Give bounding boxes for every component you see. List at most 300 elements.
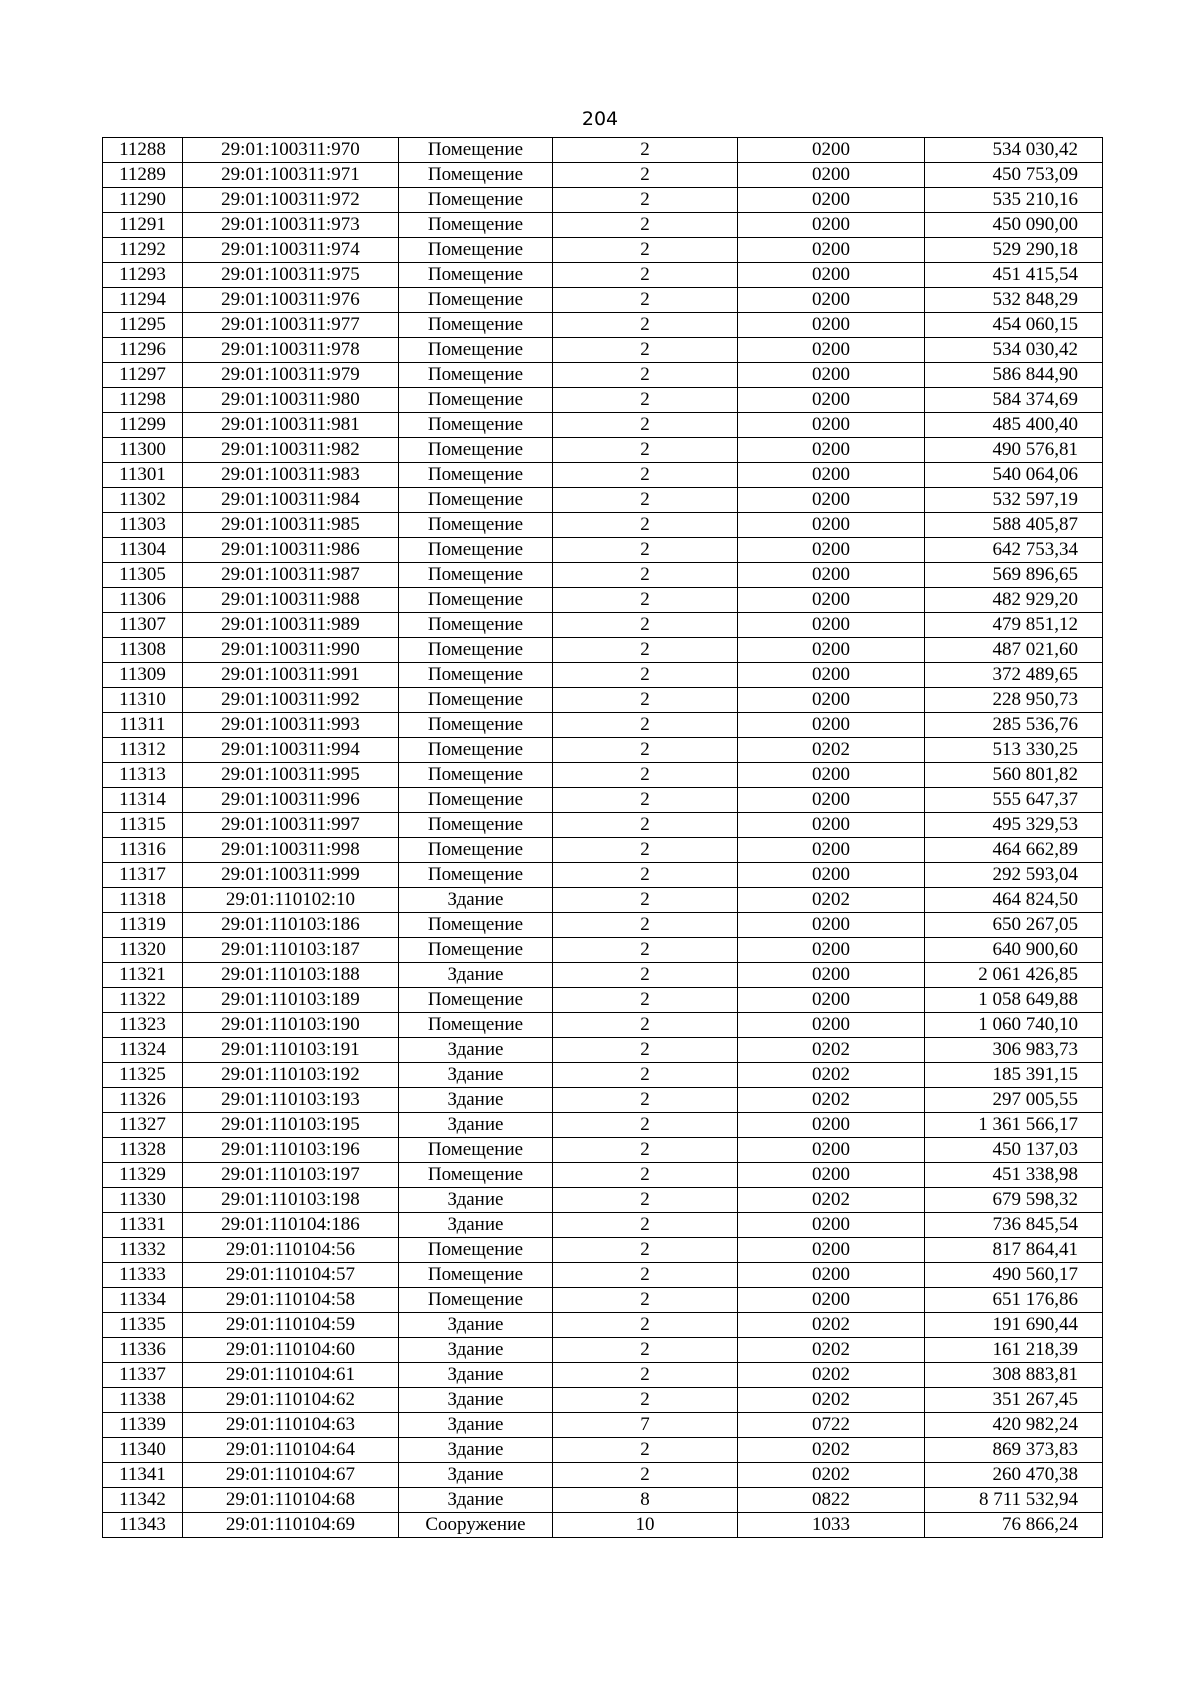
row-number-cell: 11298 — [103, 388, 183, 413]
row-number-cell: 11329 — [103, 1163, 183, 1188]
row-number-cell: 11325 — [103, 1063, 183, 1088]
object-type-cell: Помещение — [399, 513, 553, 538]
group-code-cell: 2 — [553, 1088, 738, 1113]
cadastral-number-cell: 29:01:110104:57 — [183, 1263, 399, 1288]
object-type-cell: Помещение — [399, 763, 553, 788]
cadastral-value-cell: 529 290,18 — [925, 238, 1103, 263]
cadastral-number-cell: 29:01:100311:971 — [183, 163, 399, 188]
subgroup-code-cell: 0200 — [738, 263, 925, 288]
cadastral-number-cell: 29:01:110103:191 — [183, 1038, 399, 1063]
row-number-cell: 11324 — [103, 1038, 183, 1063]
cadastral-value-cell: 532 597,19 — [925, 488, 1103, 513]
cadastral-value-cell: 584 374,69 — [925, 388, 1103, 413]
cadastral-number-cell: 29:01:110103:187 — [183, 938, 399, 963]
cadastral-value-cell: 8 711 532,94 — [925, 1488, 1103, 1513]
object-type-cell: Помещение — [399, 338, 553, 363]
cadastral-number-cell: 29:01:110103:190 — [183, 1013, 399, 1038]
table-row — [103, 1138, 1103, 1163]
row-number-cell: 11335 — [103, 1313, 183, 1338]
cadastral-number-cell: 29:01:100311:970 — [183, 138, 399, 163]
cadastral-number-cell: 29:01:100311:976 — [183, 288, 399, 313]
row-number-cell: 11307 — [103, 613, 183, 638]
cadastral-value-cell: 490 576,81 — [925, 438, 1103, 463]
row-number-cell: 11323 — [103, 1013, 183, 1038]
group-code-cell: 2 — [553, 363, 738, 388]
subgroup-code-cell: 0200 — [738, 588, 925, 613]
cadastral-value-cell: 228 950,73 — [925, 688, 1103, 713]
object-type-cell: Помещение — [399, 1288, 553, 1313]
cadastral-number-cell: 29:01:100311:974 — [183, 238, 399, 263]
cadastral-value-cell: 1 361 566,17 — [925, 1113, 1103, 1138]
table-row — [103, 1463, 1103, 1488]
cadastral-value-cell: 1 060 740,10 — [925, 1013, 1103, 1038]
cadastral-value-cell: 454 060,15 — [925, 313, 1103, 338]
cadastral-value-cell: 464 824,50 — [925, 888, 1103, 913]
group-code-cell: 2 — [553, 638, 738, 663]
table-row — [103, 1013, 1103, 1038]
table-row — [103, 1363, 1103, 1388]
cadastral-value-cell: 490 560,17 — [925, 1263, 1103, 1288]
object-type-cell: Помещение — [399, 488, 553, 513]
row-number-cell: 11313 — [103, 763, 183, 788]
group-code-cell: 2 — [553, 863, 738, 888]
group-code-cell: 2 — [553, 188, 738, 213]
table-row — [103, 413, 1103, 438]
subgroup-code-cell: 0200 — [738, 638, 925, 663]
group-code-cell: 2 — [553, 1288, 738, 1313]
cadastral-number-cell: 29:01:100311:988 — [183, 588, 399, 613]
group-code-cell: 2 — [553, 763, 738, 788]
table-row — [103, 1313, 1103, 1338]
subgroup-code-cell: 0200 — [738, 1013, 925, 1038]
row-number-cell: 11294 — [103, 288, 183, 313]
cadastral-value-cell: 555 647,37 — [925, 788, 1103, 813]
cadastral-value-cell: 513 330,25 — [925, 738, 1103, 763]
cadastral-number-cell: 29:01:100311:980 — [183, 388, 399, 413]
cadastral-value-cell: 76 866,24 — [925, 1513, 1103, 1538]
table-row — [103, 388, 1103, 413]
group-code-cell: 2 — [553, 588, 738, 613]
row-number-cell: 11291 — [103, 213, 183, 238]
cadastral-number-cell: 29:01:100311:983 — [183, 463, 399, 488]
group-code-cell: 2 — [553, 388, 738, 413]
row-number-cell: 11293 — [103, 263, 183, 288]
table-row — [103, 488, 1103, 513]
subgroup-code-cell: 0200 — [738, 863, 925, 888]
subgroup-code-cell: 0200 — [738, 213, 925, 238]
subgroup-code-cell: 0200 — [738, 1113, 925, 1138]
row-number-cell: 11318 — [103, 888, 183, 913]
cadastral-value-cell: 351 267,45 — [925, 1388, 1103, 1413]
group-code-cell: 2 — [553, 413, 738, 438]
subgroup-code-cell: 0200 — [738, 513, 925, 538]
table-row — [103, 738, 1103, 763]
cadastral-value-cell: 451 415,54 — [925, 263, 1103, 288]
cadastral-number-cell: 29:01:100311:979 — [183, 363, 399, 388]
object-type-cell: Помещение — [399, 138, 553, 163]
subgroup-code-cell: 0200 — [738, 963, 925, 988]
cadastral-value-cell: 679 598,32 — [925, 1188, 1103, 1213]
row-number-cell: 11326 — [103, 1088, 183, 1113]
cadastral-number-cell: 29:01:110104:64 — [183, 1438, 399, 1463]
group-code-cell: 2 — [553, 463, 738, 488]
row-number-cell: 11304 — [103, 538, 183, 563]
cadastral-value-cell: 420 982,24 — [925, 1413, 1103, 1438]
object-type-cell: Помещение — [399, 913, 553, 938]
table-row — [103, 463, 1103, 488]
cadastral-number-cell: 29:01:100311:973 — [183, 213, 399, 238]
object-type-cell: Здание — [399, 1488, 553, 1513]
row-number-cell: 11292 — [103, 238, 183, 263]
cadastral-value-cell: 736 845,54 — [925, 1213, 1103, 1238]
row-number-cell: 11306 — [103, 588, 183, 613]
object-type-cell: Помещение — [399, 988, 553, 1013]
table-row — [103, 163, 1103, 188]
group-code-cell: 2 — [553, 788, 738, 813]
cadastral-value-cell: 260 470,38 — [925, 1463, 1103, 1488]
subgroup-code-cell: 0200 — [738, 313, 925, 338]
cadastral-number-cell: 29:01:110103:188 — [183, 963, 399, 988]
subgroup-code-cell: 0200 — [738, 1163, 925, 1188]
table-row — [103, 1038, 1103, 1063]
row-number-cell: 11290 — [103, 188, 183, 213]
object-type-cell: Помещение — [399, 163, 553, 188]
group-code-cell: 8 — [553, 1488, 738, 1513]
object-type-cell: Помещение — [399, 188, 553, 213]
cadastral-number-cell: 29:01:110103:186 — [183, 913, 399, 938]
subgroup-code-cell: 0200 — [738, 788, 925, 813]
object-type-cell: Здание — [399, 1113, 553, 1138]
subgroup-code-cell: 0202 — [738, 1038, 925, 1063]
group-code-cell: 2 — [553, 1138, 738, 1163]
object-type-cell: Помещение — [399, 713, 553, 738]
row-number-cell: 11334 — [103, 1288, 183, 1313]
cadastral-number-cell: 29:01:110104:56 — [183, 1238, 399, 1263]
table-row — [103, 313, 1103, 338]
subgroup-code-cell: 0200 — [738, 463, 925, 488]
table-row — [103, 1238, 1103, 1263]
subgroup-code-cell: 0200 — [738, 838, 925, 863]
cadastral-number-cell: 29:01:100311:992 — [183, 688, 399, 713]
cadastral-number-cell: 29:01:100311:991 — [183, 663, 399, 688]
group-code-cell: 2 — [553, 213, 738, 238]
table-row — [103, 863, 1103, 888]
row-number-cell: 11330 — [103, 1188, 183, 1213]
object-type-cell: Помещение — [399, 1238, 553, 1263]
table-row — [103, 1413, 1103, 1438]
subgroup-code-cell: 0200 — [738, 413, 925, 438]
table-row — [103, 1163, 1103, 1188]
subgroup-code-cell: 0202 — [738, 1188, 925, 1213]
subgroup-code-cell: 0200 — [738, 913, 925, 938]
group-code-cell: 2 — [553, 1188, 738, 1213]
cadastral-value-cell: 482 929,20 — [925, 588, 1103, 613]
object-type-cell: Помещение — [399, 1138, 553, 1163]
group-code-cell: 2 — [553, 1463, 738, 1488]
object-type-cell: Здание — [399, 1463, 553, 1488]
group-code-cell: 2 — [553, 963, 738, 988]
table-row — [103, 688, 1103, 713]
group-code-cell: 2 — [553, 138, 738, 163]
group-code-cell: 2 — [553, 263, 738, 288]
group-code-cell: 2 — [553, 613, 738, 638]
table-row — [103, 988, 1103, 1013]
table-row — [103, 663, 1103, 688]
subgroup-code-cell: 0200 — [738, 988, 925, 1013]
subgroup-code-cell: 0200 — [738, 938, 925, 963]
object-type-cell: Здание — [399, 888, 553, 913]
cadastral-number-cell: 29:01:100311:998 — [183, 838, 399, 863]
object-type-cell: Помещение — [399, 788, 553, 813]
cadastral-value-cell: 869 373,83 — [925, 1438, 1103, 1463]
cadastral-number-cell: 29:01:110104:62 — [183, 1388, 399, 1413]
subgroup-code-cell: 0200 — [738, 1213, 925, 1238]
subgroup-code-cell: 0200 — [738, 563, 925, 588]
subgroup-code-cell: 0722 — [738, 1413, 925, 1438]
group-code-cell: 2 — [553, 1163, 738, 1188]
subgroup-code-cell: 0200 — [738, 363, 925, 388]
cadastral-value-cell: 297 005,55 — [925, 1088, 1103, 1113]
object-type-cell: Помещение — [399, 413, 553, 438]
table-row — [103, 963, 1103, 988]
object-type-cell: Помещение — [399, 938, 553, 963]
table-row — [103, 1088, 1103, 1113]
subgroup-code-cell: 1033 — [738, 1513, 925, 1538]
subgroup-code-cell: 0200 — [738, 813, 925, 838]
cadastral-value-cell: 485 400,40 — [925, 413, 1103, 438]
cadastral-number-cell: 29:01:100311:995 — [183, 763, 399, 788]
cadastral-value-cell: 308 883,81 — [925, 1363, 1103, 1388]
group-code-cell: 2 — [553, 163, 738, 188]
cadastral-number-cell: 29:01:100311:975 — [183, 263, 399, 288]
object-type-cell: Здание — [399, 1063, 553, 1088]
group-code-cell: 10 — [553, 1513, 738, 1538]
group-code-cell: 2 — [553, 688, 738, 713]
row-number-cell: 11322 — [103, 988, 183, 1013]
subgroup-code-cell: 0200 — [738, 713, 925, 738]
object-type-cell: Помещение — [399, 238, 553, 263]
group-code-cell: 2 — [553, 538, 738, 563]
subgroup-code-cell: 0200 — [738, 188, 925, 213]
row-number-cell: 11343 — [103, 1513, 183, 1538]
group-code-cell: 2 — [553, 288, 738, 313]
object-type-cell: Здание — [399, 1313, 553, 1338]
row-number-cell: 11309 — [103, 663, 183, 688]
row-number-cell: 11288 — [103, 138, 183, 163]
cadastral-number-cell: 29:01:110104:69 — [183, 1513, 399, 1538]
group-code-cell: 2 — [553, 913, 738, 938]
cadastral-value-cell: 642 753,34 — [925, 538, 1103, 563]
object-type-cell: Здание — [399, 1338, 553, 1363]
group-code-cell: 2 — [553, 1213, 738, 1238]
cadastral-value-cell: 535 210,16 — [925, 188, 1103, 213]
cadastral-value-cell: 560 801,82 — [925, 763, 1103, 788]
table-row — [103, 588, 1103, 613]
group-code-cell: 2 — [553, 813, 738, 838]
table-row — [103, 1263, 1103, 1288]
subgroup-code-cell: 0200 — [738, 238, 925, 263]
object-type-cell: Помещение — [399, 1263, 553, 1288]
group-code-cell: 2 — [553, 488, 738, 513]
object-type-cell: Помещение — [399, 738, 553, 763]
cadastral-number-cell: 29:01:100311:972 — [183, 188, 399, 213]
cadastral-value-cell: 450 137,03 — [925, 1138, 1103, 1163]
row-number-cell: 11314 — [103, 788, 183, 813]
table-row — [103, 1488, 1103, 1513]
row-number-cell: 11289 — [103, 163, 183, 188]
cadastral-value-cell: 161 218,39 — [925, 1338, 1103, 1363]
subgroup-code-cell: 0202 — [738, 1313, 925, 1338]
object-type-cell: Помещение — [399, 288, 553, 313]
group-code-cell: 2 — [553, 1238, 738, 1263]
row-number-cell: 11310 — [103, 688, 183, 713]
cadastral-number-cell: 29:01:110103:198 — [183, 1188, 399, 1213]
row-number-cell: 11315 — [103, 813, 183, 838]
subgroup-code-cell: 0202 — [738, 1088, 925, 1113]
row-number-cell: 11321 — [103, 963, 183, 988]
cadastral-value-cell: 569 896,65 — [925, 563, 1103, 588]
table-row — [103, 238, 1103, 263]
subgroup-code-cell: 0202 — [738, 1363, 925, 1388]
cadastral-number-cell: 29:01:100311:982 — [183, 438, 399, 463]
table-row — [103, 1438, 1103, 1463]
cadastral-value-cell: 495 329,53 — [925, 813, 1103, 838]
table-row — [103, 288, 1103, 313]
cadastral-value-cell: 540 064,06 — [925, 463, 1103, 488]
object-type-cell: Помещение — [399, 438, 553, 463]
subgroup-code-cell: 0200 — [738, 538, 925, 563]
table-row — [103, 263, 1103, 288]
table-body — [103, 138, 1103, 1538]
subgroup-code-cell: 0200 — [738, 288, 925, 313]
group-code-cell: 2 — [553, 888, 738, 913]
object-type-cell: Помещение — [399, 813, 553, 838]
object-type-cell: Помещение — [399, 688, 553, 713]
row-number-cell: 11308 — [103, 638, 183, 663]
row-number-cell: 11311 — [103, 713, 183, 738]
cadastral-number-cell: 29:01:110103:196 — [183, 1138, 399, 1163]
cadastral-number-cell: 29:01:110104:61 — [183, 1363, 399, 1388]
cadastral-number-cell: 29:01:110104:67 — [183, 1463, 399, 1488]
cadastral-value-cell: 532 848,29 — [925, 288, 1103, 313]
subgroup-code-cell: 0200 — [738, 1238, 925, 1263]
table-row — [103, 638, 1103, 663]
row-number-cell: 11312 — [103, 738, 183, 763]
object-type-cell: Помещение — [399, 613, 553, 638]
subgroup-code-cell: 0202 — [738, 1438, 925, 1463]
group-code-cell: 2 — [553, 313, 738, 338]
group-code-cell: 2 — [553, 338, 738, 363]
subgroup-code-cell: 0202 — [738, 1063, 925, 1088]
table-row — [103, 813, 1103, 838]
group-code-cell: 2 — [553, 563, 738, 588]
object-type-cell: Помещение — [399, 1013, 553, 1038]
row-number-cell: 11327 — [103, 1113, 183, 1138]
group-code-cell: 2 — [553, 1313, 738, 1338]
cadastral-number-cell: 29:01:110103:192 — [183, 1063, 399, 1088]
object-type-cell: Помещение — [399, 1163, 553, 1188]
subgroup-code-cell: 0202 — [738, 1388, 925, 1413]
row-number-cell: 11332 — [103, 1238, 183, 1263]
table-row — [103, 1513, 1103, 1538]
row-number-cell: 11301 — [103, 463, 183, 488]
table-row — [103, 213, 1103, 238]
group-code-cell: 2 — [553, 738, 738, 763]
cadastral-number-cell: 29:01:100311:993 — [183, 713, 399, 738]
table-row — [103, 363, 1103, 388]
subgroup-code-cell: 0200 — [738, 438, 925, 463]
cadastral-number-cell: 29:01:110103:193 — [183, 1088, 399, 1113]
row-number-cell: 11342 — [103, 1488, 183, 1513]
cadastral-number-cell: 29:01:100311:999 — [183, 863, 399, 888]
cadastral-number-cell: 29:01:100311:978 — [183, 338, 399, 363]
table-row — [103, 713, 1103, 738]
row-number-cell: 11305 — [103, 563, 183, 588]
cadastral-number-cell: 29:01:100311:989 — [183, 613, 399, 638]
object-type-cell: Помещение — [399, 388, 553, 413]
cadastral-number-cell: 29:01:100311:986 — [183, 538, 399, 563]
object-type-cell: Здание — [399, 963, 553, 988]
table-row — [103, 788, 1103, 813]
group-code-cell: 2 — [553, 938, 738, 963]
row-number-cell: 11297 — [103, 363, 183, 388]
subgroup-code-cell: 0202 — [738, 888, 925, 913]
object-type-cell: Помещение — [399, 313, 553, 338]
table-row — [103, 938, 1103, 963]
row-number-cell: 11303 — [103, 513, 183, 538]
cadastral-value-cell: 292 593,04 — [925, 863, 1103, 888]
table-row — [103, 188, 1103, 213]
cadastral-value-cell: 817 864,41 — [925, 1238, 1103, 1263]
cadastral-number-cell: 29:01:100311:987 — [183, 563, 399, 588]
table-row — [103, 138, 1103, 163]
row-number-cell: 11316 — [103, 838, 183, 863]
cadastral-number-cell: 29:01:100311:977 — [183, 313, 399, 338]
subgroup-code-cell: 0202 — [738, 1463, 925, 1488]
cadastral-value-cell: 534 030,42 — [925, 138, 1103, 163]
subgroup-code-cell: 0200 — [738, 663, 925, 688]
row-number-cell: 11340 — [103, 1438, 183, 1463]
table-row — [103, 1288, 1103, 1313]
object-type-cell: Здание — [399, 1188, 553, 1213]
row-number-cell: 11302 — [103, 488, 183, 513]
cadastral-number-cell: 29:01:110104:68 — [183, 1488, 399, 1513]
group-code-cell: 7 — [553, 1413, 738, 1438]
object-type-cell: Здание — [399, 1438, 553, 1463]
cadastral-number-cell: 29:01:110103:197 — [183, 1163, 399, 1188]
row-number-cell: 11338 — [103, 1388, 183, 1413]
subgroup-code-cell: 0202 — [738, 1338, 925, 1363]
row-number-cell: 11337 — [103, 1363, 183, 1388]
cadastral-number-cell: 29:01:110102:10 — [183, 888, 399, 913]
group-code-cell: 2 — [553, 238, 738, 263]
object-type-cell: Помещение — [399, 663, 553, 688]
table-row — [103, 613, 1103, 638]
cadastral-value-cell: 640 900,60 — [925, 938, 1103, 963]
table-row — [103, 563, 1103, 588]
group-code-cell: 2 — [553, 1338, 738, 1363]
table-row — [103, 338, 1103, 363]
object-type-cell: Помещение — [399, 363, 553, 388]
group-code-cell: 2 — [553, 1063, 738, 1088]
cadastral-number-cell: 29:01:110104:58 — [183, 1288, 399, 1313]
cadastral-number-cell: 29:01:100311:981 — [183, 413, 399, 438]
cadastral-value-cell: 588 405,87 — [925, 513, 1103, 538]
cadastral-number-cell: 29:01:110103:189 — [183, 988, 399, 1013]
group-code-cell: 2 — [553, 663, 738, 688]
cadastral-value-cell: 185 391,15 — [925, 1063, 1103, 1088]
row-number-cell: 11317 — [103, 863, 183, 888]
